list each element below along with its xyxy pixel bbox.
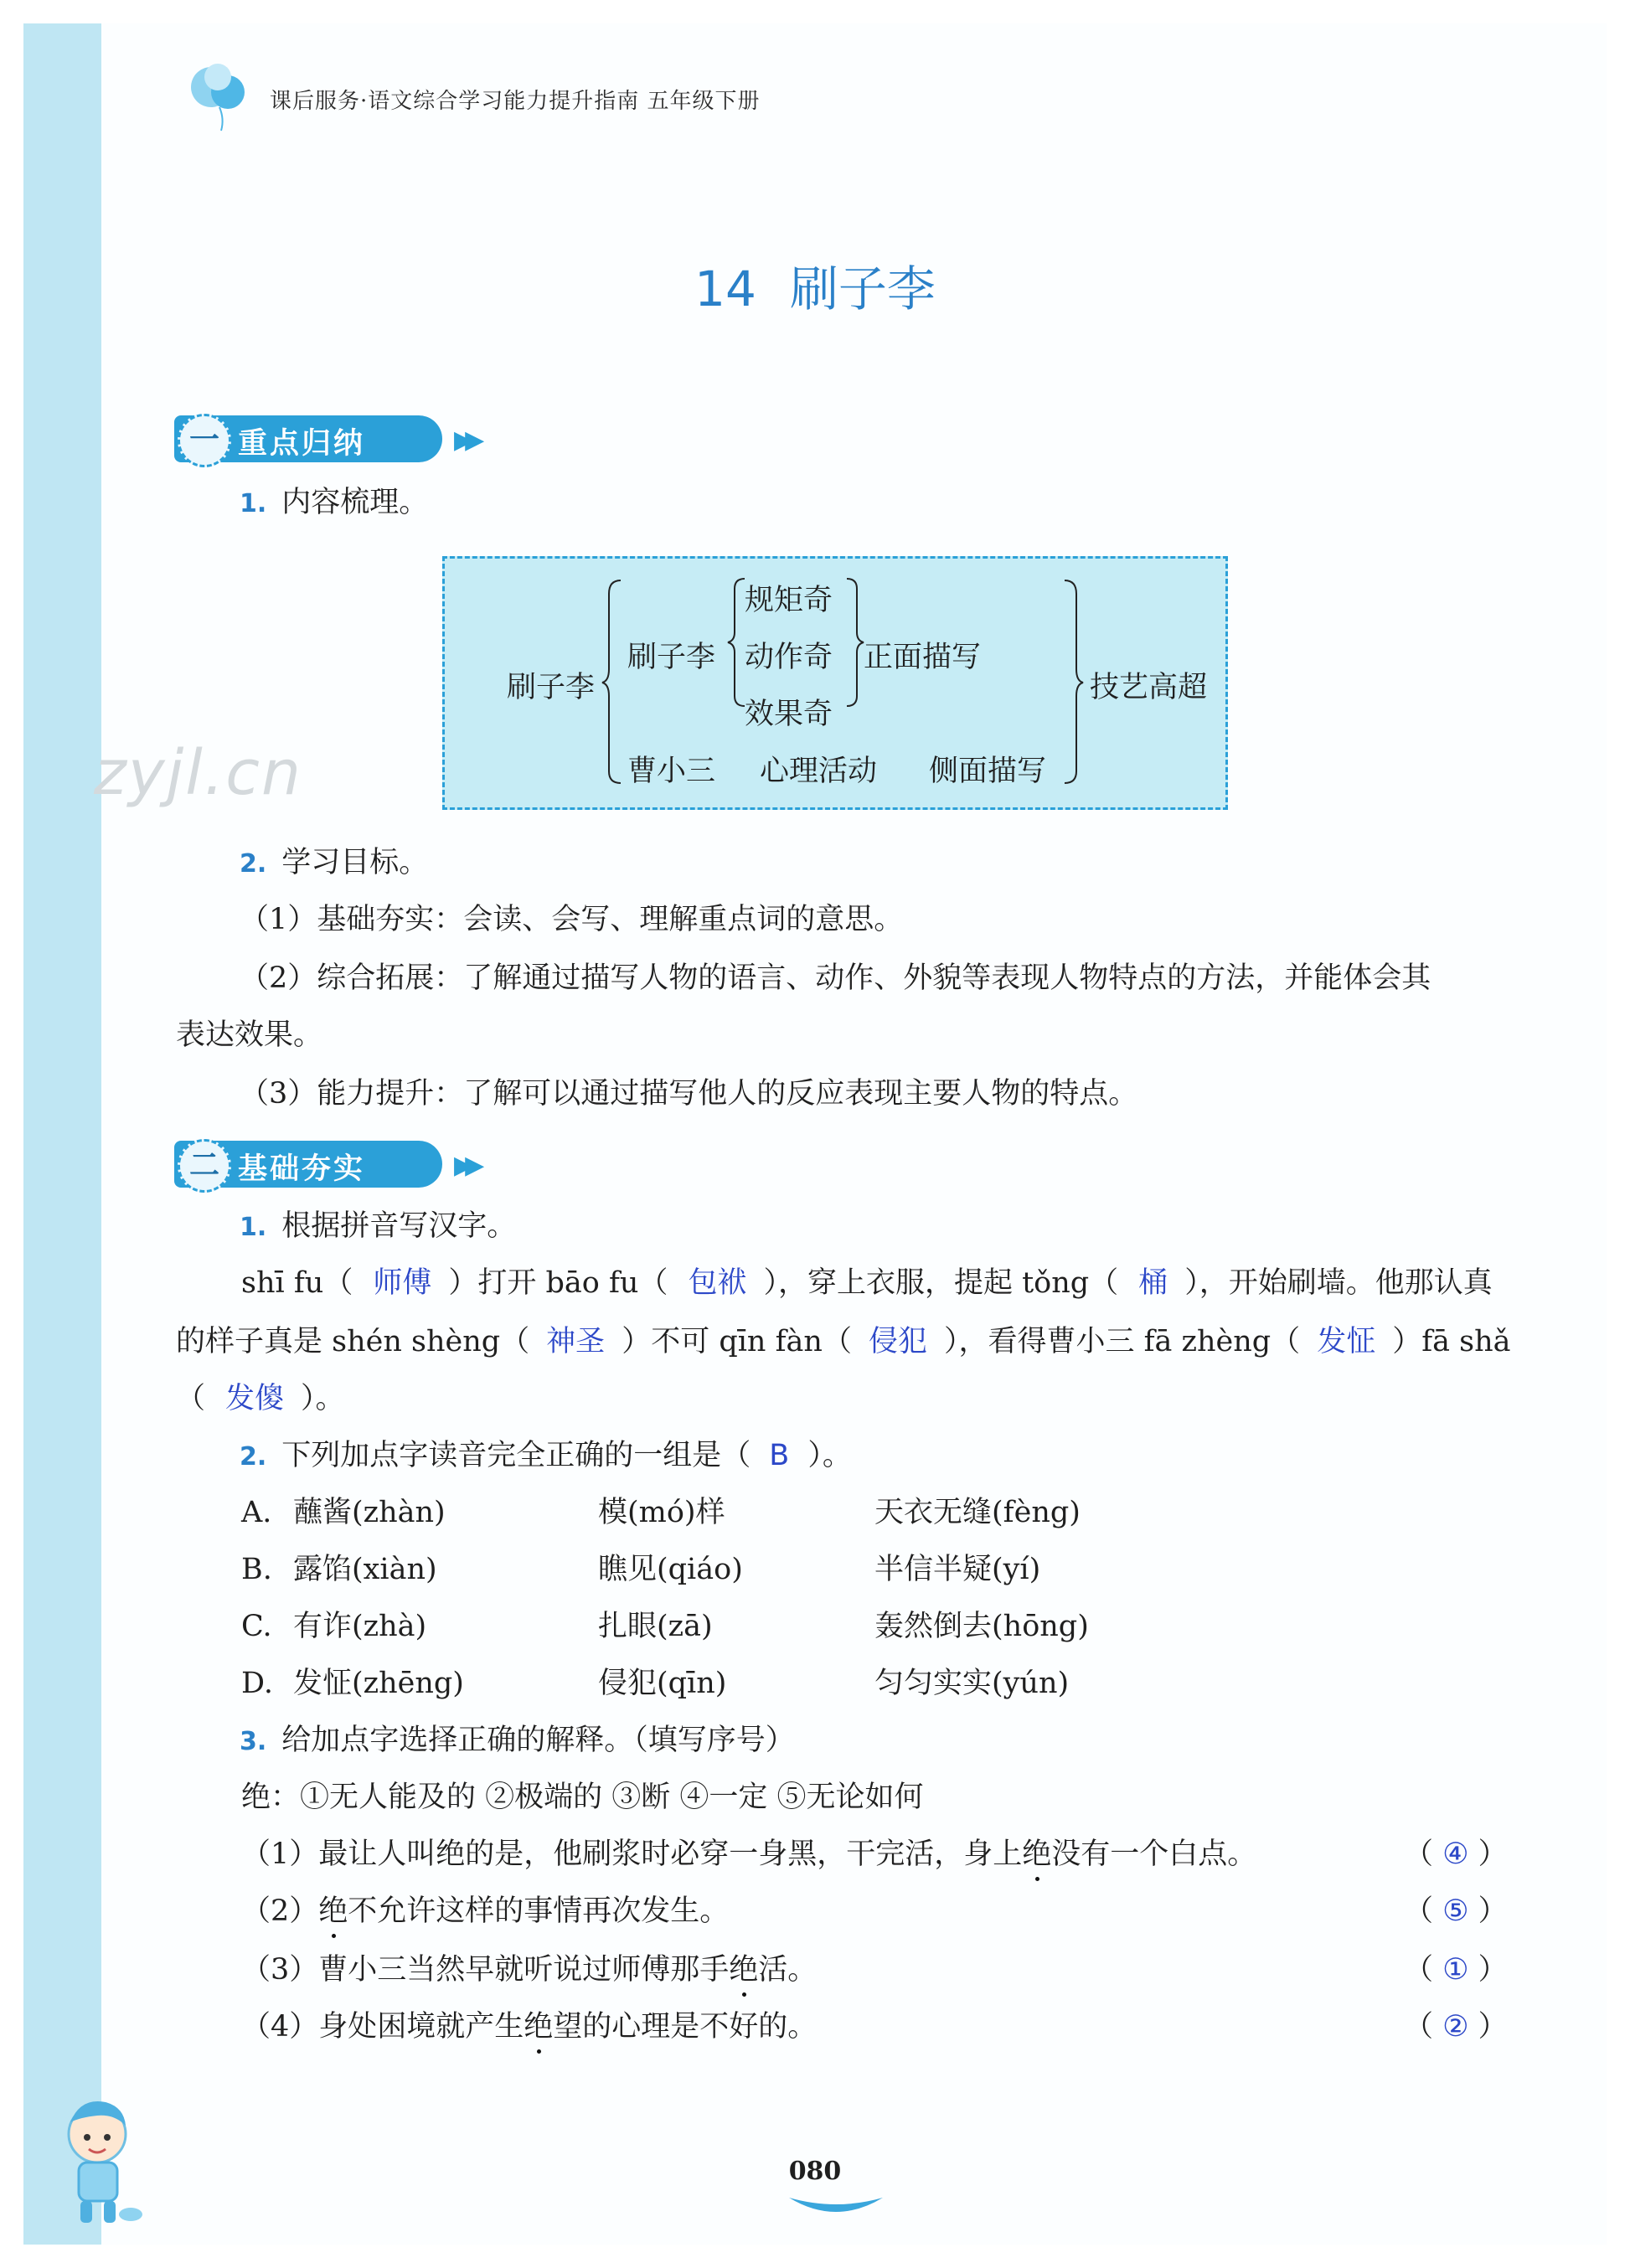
question-text: 根据拼音写汉字。 — [281, 1209, 517, 1243]
exercise-1-line-1 — [241, 1265, 1493, 1302]
answer-bracket: （ ② ） — [1404, 2010, 1508, 2044]
lesson-title — [0, 250, 1630, 320]
answer-text: 神圣 — [546, 1325, 606, 1358]
answer-text: 师傅 — [373, 1266, 432, 1300]
answer-text: ⑤ — [1442, 1894, 1469, 1928]
goal-1: （1）基础夯实：会读、会写、理解重点词的意思。 — [240, 903, 904, 936]
sentence-text: （2） — [241, 1894, 319, 1928]
option-word: 模(mó)样 — [598, 1496, 725, 1529]
section-header-key-points — [174, 415, 477, 462]
pinyin-prompt: 的样子真是 shén shèng（ — [176, 1325, 530, 1358]
diagram-branch: 刷子李 — [627, 641, 716, 674]
sentence-text: （1）最让人叫绝的是，他刷浆时必穿一身黑，干完活，身上 — [241, 1838, 1023, 1871]
balloon-logo-icon — [183, 55, 258, 136]
question-number: 2. — [240, 849, 267, 879]
double-arrow-icon: ▶▶ — [454, 425, 477, 455]
pinyin-prompt: shī fu（ — [241, 1266, 353, 1300]
option-word: 发怔(zhēng) — [293, 1667, 464, 1700]
dotted-character: 绝 — [1022, 1838, 1052, 1871]
closing-brace-icon — [843, 575, 865, 709]
answer-bracket: （ ① ） — [1404, 1953, 1508, 1987]
dotted-character: 绝 — [318, 1894, 348, 1928]
pinyin-prompt: ），看得曹小三 fā zhèng（ — [943, 1325, 1301, 1358]
closing-brace-icon — [1061, 577, 1086, 786]
option-word: 轰然倒去(hōng) — [874, 1610, 1089, 1643]
goal-2-continued: 表达效果。 — [176, 1018, 323, 1052]
section-number: 二 — [178, 1139, 231, 1193]
question-text: 学习目标。 — [281, 846, 429, 879]
sentence-item — [241, 1951, 817, 1988]
option-label: D. — [241, 1667, 273, 1700]
answer-text: 发怔 — [1317, 1325, 1376, 1358]
sentence-item — [241, 2008, 817, 2045]
answer-text: ④ — [1442, 1838, 1469, 1871]
exercise-2 — [240, 1437, 852, 1476]
sentence-text: 没有一个白点。 — [1051, 1838, 1257, 1871]
pinyin-prompt: ）fā shǎ — [1392, 1325, 1511, 1358]
exercise-1-line-3 — [176, 1380, 345, 1417]
section-label: 重点归纳 — [238, 427, 366, 461]
option-row — [241, 1494, 1081, 1531]
exercise-1 — [240, 1208, 516, 1246]
sentence-item — [241, 1836, 1256, 1873]
page-ornament-icon — [786, 2193, 886, 2221]
diagram-side-description: 侧面描写 — [929, 755, 1047, 788]
watermark: zyjl.cn — [94, 737, 302, 809]
diagram-trait: 效果奇 — [745, 698, 833, 731]
pinyin-prompt: ）不可 qīn fàn（ — [622, 1325, 852, 1358]
question-text: ）。 — [807, 1439, 852, 1472]
definition-choices: 绝：①无人能及的 ②极端的 ③断 ④一定 ⑤无论如何 — [241, 1781, 924, 1814]
paren: （ — [176, 1382, 206, 1415]
answer-text: 包袱 — [688, 1266, 747, 1300]
brace-icon — [601, 577, 626, 786]
diagram-trait: 动作奇 — [745, 641, 833, 674]
diagram-trait: 规矩奇 — [745, 584, 833, 617]
option-word: 蘸酱(zhàn) — [293, 1496, 446, 1529]
pinyin-prompt: ）打开 bāo fu（ — [448, 1266, 668, 1300]
question-2 — [240, 844, 428, 883]
sentence-text: 活。 — [758, 1953, 818, 1987]
dotted-character: 绝 — [524, 2010, 554, 2044]
option-row — [241, 1551, 1040, 1588]
option-word: 天衣无缝(fèng) — [874, 1496, 1081, 1529]
section-header-basics — [174, 1141, 477, 1188]
double-arrow-icon: ▶▶ — [454, 1151, 477, 1180]
exercise-1-line-2 — [176, 1323, 1511, 1360]
diagram-front-description: 正面描写 — [864, 641, 982, 674]
question-1 — [240, 484, 428, 523]
answer-bracket: （ ⑤ ） — [1404, 1894, 1508, 1928]
option-label: C. — [241, 1610, 272, 1643]
diagram-root: 刷子李 — [507, 671, 596, 704]
goal-3: （3）能力提升：了解可以通过描写他人的反应表现主要人物的特点。 — [240, 1077, 1138, 1111]
section-label: 基础夯实 — [238, 1152, 366, 1186]
diagram-psychology: 心理活动 — [760, 755, 878, 788]
sentence-text: 望的心理是不好的。 — [553, 2010, 818, 2044]
option-label: B. — [241, 1553, 272, 1586]
answer-bracket: （ ④ ） — [1404, 1838, 1508, 1871]
paren: ）。 — [301, 1382, 345, 1415]
question-number: 1. — [240, 489, 267, 518]
answer-text: ① — [1442, 1953, 1469, 1987]
sentence-item — [241, 1893, 729, 1930]
option-word: 匀匀实实(yún) — [874, 1667, 1070, 1700]
option-row — [241, 1665, 1069, 1702]
option-row — [241, 1608, 1089, 1645]
diagram-summary: 技艺高超 — [1090, 671, 1208, 704]
answer-text: 侵犯 — [868, 1325, 927, 1358]
left-margin-strip — [23, 23, 101, 2245]
diagram-side-person: 曹小三 — [627, 755, 716, 788]
question-text: 给加点字选择正确的解释。（填写序号） — [281, 1724, 795, 1757]
question-number: 3. — [240, 1727, 267, 1756]
pinyin-prompt: ），开始刷墙。他那认真 — [1184, 1266, 1493, 1300]
option-word: 扎眼(zā) — [598, 1610, 713, 1643]
option-word: 半信半疑(yí) — [874, 1553, 1041, 1586]
page-number: 080 — [788, 2157, 842, 2186]
answer-text: 桶 — [1138, 1266, 1168, 1300]
answer-text: B — [769, 1439, 790, 1472]
lesson-name: 刷子李 — [789, 260, 936, 317]
sentence-text: （4）身处困境就产生 — [241, 2010, 524, 2044]
content-outline-diagram — [442, 556, 1228, 810]
option-word: 有诈(zhà) — [293, 1610, 427, 1643]
sentence-text: 不允许这样的事情再次发生。 — [348, 1894, 730, 1928]
answer-text: ② — [1442, 2010, 1469, 2044]
option-word: 侵犯(qīn) — [598, 1667, 727, 1700]
answer-text: 发傻 — [225, 1382, 285, 1415]
sentence-text: （3）曹小三当然早就听说过师傅那手 — [241, 1953, 730, 1987]
question-number: 2. — [240, 1442, 267, 1472]
option-word: 露馅(xiàn) — [293, 1553, 437, 1586]
option-word: 瞧见(qiáo) — [598, 1553, 743, 1586]
exercise-3 — [240, 1722, 795, 1760]
pinyin-prompt: ），穿上衣服，提起 tǒng（ — [763, 1266, 1119, 1300]
question-text: 下列加点字读音完全正确的一组是（ — [281, 1439, 751, 1472]
option-label: A. — [241, 1496, 272, 1529]
section-number: 一 — [178, 414, 231, 467]
question-number: 1. — [240, 1213, 267, 1242]
dotted-character: 绝 — [729, 1953, 759, 1987]
lesson-number: 14 — [694, 260, 756, 317]
goal-2: （2）综合拓展：了解通过描写人物的语言、动作、外貌等表现人物特点的方法，并能体会其 — [240, 961, 1431, 995]
question-text: 内容梳理。 — [281, 486, 429, 519]
running-header: 课后服务·语文综合学习能力提升指南 五年级下册 — [270, 89, 761, 114]
